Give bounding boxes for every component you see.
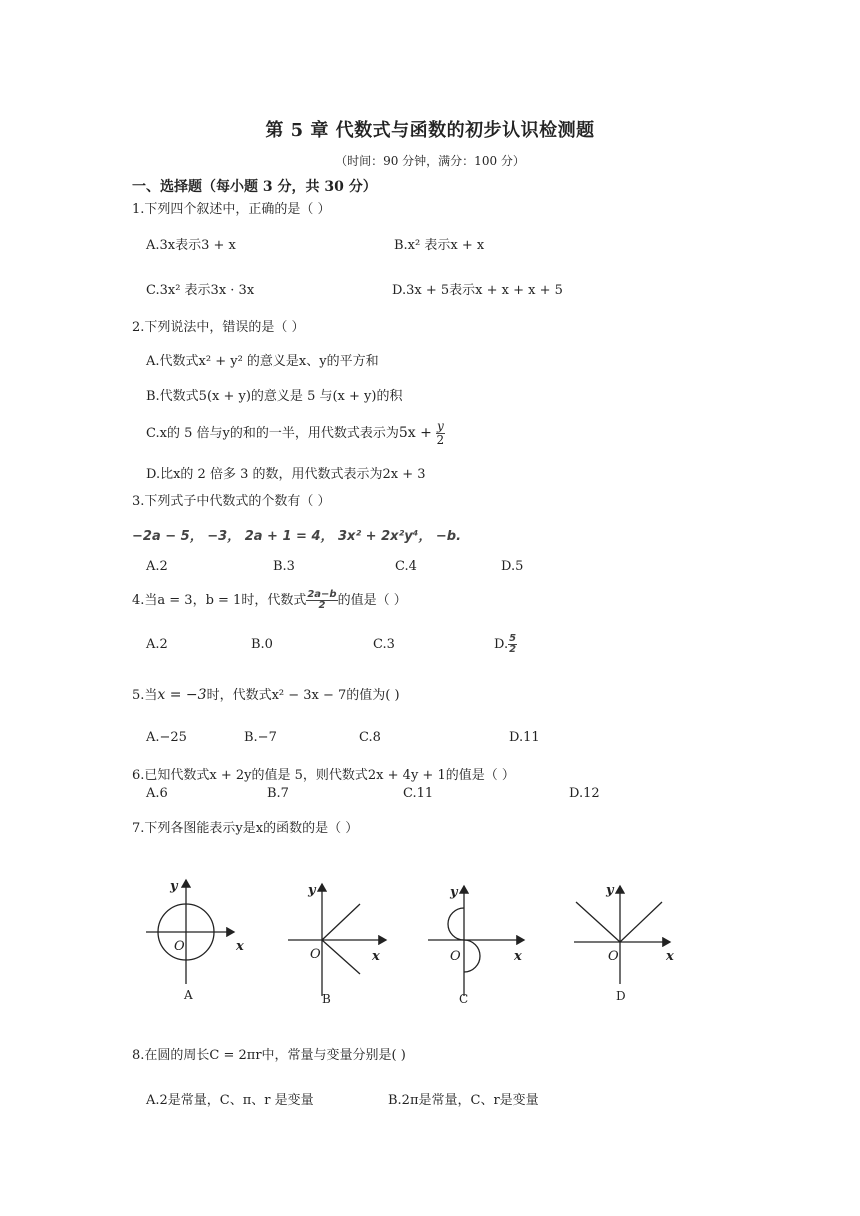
graph-c-origin: O <box>450 949 461 964</box>
fraction-denominator: 2 <box>509 644 517 655</box>
question-4-option-a: A.2 <box>146 637 168 652</box>
section-heading: 一、选择题（每小题 3 分，共 30 分） <box>132 179 377 195</box>
graph-b-y-label: y <box>308 883 316 898</box>
question-4-option-b: B.0 <box>251 637 273 652</box>
question-1-option-a: A.3x表示3 + x <box>146 238 236 253</box>
question-4-stem <box>132 590 407 612</box>
question-3-stem: 3.下列式子中代数式的个数有（ ） <box>132 494 331 509</box>
question-4-option-d-fraction <box>508 634 517 655</box>
question-6-stem: 6.已知代数式x + 2y的值是 5，则代数式2x + 4y + 1的值是（ ） <box>132 768 515 783</box>
graph-d-origin: O <box>608 949 619 964</box>
question-4-option-d <box>494 633 517 657</box>
graph-a-x-label: x <box>236 939 244 954</box>
question-4-stem-pre: 4.当a = 3，b = 1时，代数式 <box>132 593 307 608</box>
graph-d <box>574 886 670 984</box>
question-3-expressions: −2a − 5， −3， 2a + 1 = 4， 3x² + 2x²y⁴， −b. <box>132 529 462 544</box>
question-1-option-b: B.x² 表示x + x <box>394 238 485 253</box>
question-5-stem-x: x = −3 <box>157 687 207 703</box>
question-4-option-c: C.3 <box>373 637 395 652</box>
graph-b-origin: O <box>310 947 321 962</box>
question-2-option-c-fraction <box>436 420 445 447</box>
graph-c-x-label: x <box>514 949 522 964</box>
question-3-option-d: D.5 <box>501 559 524 574</box>
graph-d-x-label: x <box>666 949 674 964</box>
question-2-option-c <box>146 416 445 450</box>
question-2-option-c-expr: 5x + <box>398 425 432 441</box>
question-3-option-c: C.4 <box>395 559 417 574</box>
question-2-option-c-text: C.x的 5 倍与y的和的一半，用代数式表示为 <box>146 426 399 441</box>
question-5-stem-pre: 5.当 <box>132 688 158 703</box>
question-1-stem: 1.下列四个叙述中，正确的是（ ） <box>132 202 331 217</box>
fraction-numerator: 2a−b <box>307 589 337 600</box>
graph-a-y-label: y <box>170 879 178 894</box>
question-4-option-d-label: D. <box>494 637 509 652</box>
question-6-option-b: B.7 <box>267 786 289 801</box>
graph-c-y-label: y <box>450 885 458 900</box>
question-6-option-c: C.11 <box>403 786 434 801</box>
question-1-option-d: D.3x + 5表示x + x + x + 5 <box>392 283 563 298</box>
question-5-stem-post: 时，代数式x² − 3x − 7的值为( ) <box>206 688 400 703</box>
fraction-numerator: 5 <box>509 633 517 644</box>
question-8-option-a: A.2是常量，C、π、r 是变量 <box>146 1093 314 1108</box>
fraction-numerator: y <box>436 419 444 433</box>
graph-b-label: B <box>322 992 331 1006</box>
question-2-option-b: B.代数式5(x + y)的意义是 5 与(x + y)的积 <box>146 389 403 404</box>
fraction-denominator: 2 <box>436 433 445 447</box>
question-3-option-a: A.2 <box>146 559 168 574</box>
exam-info: （时间：90 分钟，满分：100 分） <box>335 154 525 168</box>
graph-a-origin: O <box>174 939 185 954</box>
page-title: 第 5 章 代数式与函数的初步认识检测题 <box>265 120 595 141</box>
question-8-option-b: B.2π是常量，C、r是变量 <box>388 1093 539 1108</box>
graph-d-y-label: y <box>606 883 614 898</box>
graph-a <box>146 880 234 984</box>
fraction-denominator: 2 <box>318 600 326 611</box>
question-2-stem: 2.下列说法中，错误的是（ ） <box>132 320 305 335</box>
question-5-option-d: D.11 <box>509 730 540 745</box>
graph-c-label: C <box>459 992 469 1006</box>
question-6-option-a: A.6 <box>146 786 168 801</box>
question-5-option-a: A.−25 <box>146 730 187 745</box>
question-5-option-b: B.−7 <box>244 730 277 745</box>
graph-b-x-label: x <box>372 949 380 964</box>
graph-d-label: D <box>616 989 626 1003</box>
question-8-stem: 8.在圆的周长C = 2πr中，常量与变量分别是( ) <box>132 1048 406 1063</box>
question-4-stem-post: 的值是（ ） <box>337 593 407 608</box>
question-7-graphs <box>130 860 690 1020</box>
graph-a-label: A <box>184 988 193 1002</box>
question-2-option-d: D.比x的 2 倍多 3 的数，用代数式表示为2x + 3 <box>146 467 426 482</box>
question-2-option-a: A.代数式x² + y² 的意义是x、y的平方和 <box>146 354 379 369</box>
question-1-option-c: C.3x² 表示3x · 3x <box>146 283 255 298</box>
question-7-stem: 7.下列各图能表示y是x的函数的是（ ） <box>132 821 359 836</box>
question-3-option-b: B.3 <box>273 559 295 574</box>
graph-b <box>288 884 386 996</box>
question-5-stem <box>132 684 400 703</box>
question-4-fraction <box>306 590 337 611</box>
question-5-option-c: C.8 <box>359 730 381 745</box>
graph-c <box>428 886 524 996</box>
question-6-option-d: D.12 <box>569 786 600 801</box>
